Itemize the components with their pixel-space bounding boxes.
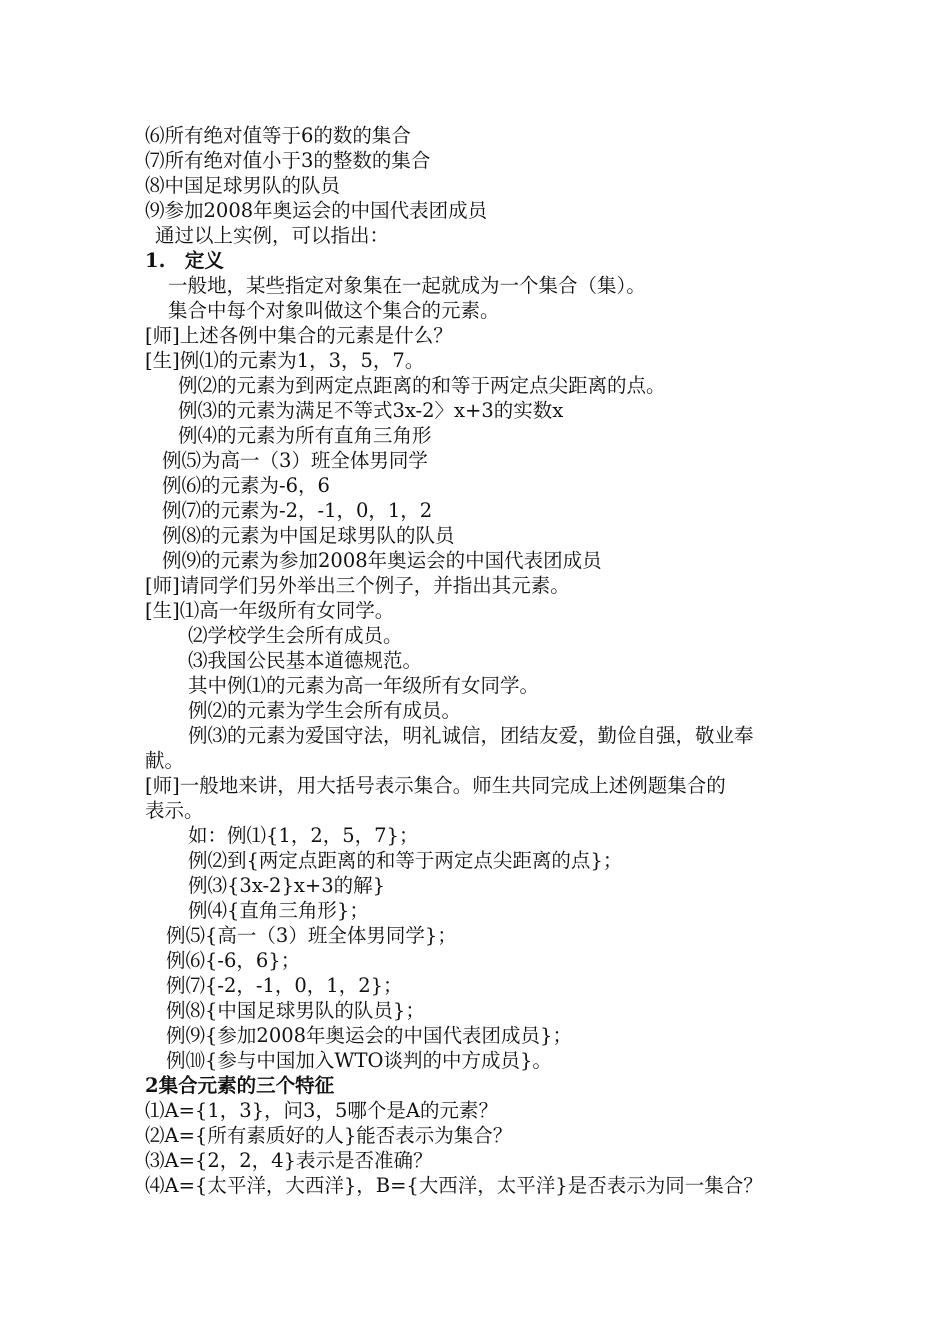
text-line: 例⑷的元素为所有直角三角形	[178, 424, 432, 447]
text-line: 例⑻的元素为中国足球男队的队员	[162, 524, 455, 547]
section-heading: 1. 定义	[145, 249, 224, 272]
text-line: 例⑸{高一（3）班全体男同学}；	[166, 924, 457, 947]
text-line: ⑺所有绝对值小于3的整数的集合	[145, 149, 431, 172]
text-line: 例⑵的元素为到两定点距离的和等于两定点尖距离的点。	[178, 374, 666, 397]
text-line: 例⑽{参与中国加入WTO谈判的中方成员}。	[166, 1049, 552, 1072]
text-line: [师]请同学们另外举出三个例子，并指出其元素。	[145, 574, 570, 597]
text-line: 例⑵的元素为学生会所有成员。	[188, 699, 462, 722]
text-line: 例⑺的元素为-2，-1，0，1，2	[162, 499, 433, 522]
text-line: ⑴A={1，3}，问3，5哪个是A的元素？	[145, 1099, 498, 1122]
text-line: ⑼参加2008年奥运会的中国代表团成员	[145, 199, 488, 222]
text-line: ⑶A={2，2，4}表示是否准确？	[145, 1149, 433, 1172]
text-line: [师]上述各例中集合的元素是什么？	[145, 324, 453, 347]
text-line: ⑹所有绝对值等于6的数的集合	[145, 124, 411, 147]
text-line: 一般地，某些指定对象集在一起就成为一个集合（集）。	[168, 274, 646, 297]
text-line: 例⑶的元素为爱国守法，明礼诚信，团结友爱，勤俭自强，敬业奉	[188, 724, 754, 747]
text-line: ⑶我国公民基本道德规范。	[188, 649, 423, 672]
text-line: 例⑼{参加2008年奥运会的中国代表团成员}；	[166, 1024, 572, 1047]
text-line: 例⑶{3x-2}x+3的解}	[188, 874, 386, 897]
text-line: 如：例⑴{1，2，5，7}；	[188, 824, 419, 847]
text-line: 例⑹{-6，6}；	[166, 949, 301, 972]
text-line: [生]⑴高一年级所有女同学。	[145, 599, 395, 622]
text-line: 表示。	[145, 799, 204, 822]
text-line: ⑻中国足球男队的队员	[145, 174, 341, 197]
text-line: ⑵A={所有素质好的人}能否表示为集合？	[145, 1124, 513, 1147]
text-line: 例⑷{直角三角形}；	[188, 899, 369, 922]
text-line: [生]例⑴的元素为1，3，5，7。	[145, 349, 425, 372]
text-line: 例⑸为高一（3）班全体男同学	[162, 449, 428, 472]
text-line: 通过以上实例，可以指出：	[155, 224, 390, 247]
text-line: 例⑶的元素为满足不等式3x-2〉x+3的实数x	[178, 399, 564, 422]
text-line: 例⑹的元素为-6，6	[162, 474, 330, 497]
text-line: 例⑺{-2，-1，0，1，2}；	[166, 974, 403, 997]
text-line: ⑷A={太平洋，大西洋}，B={大西洋，太平洋}是否表示为同一集合？	[145, 1174, 763, 1197]
text-line: 其中例⑴的元素为高一年级所有女同学。	[188, 674, 540, 697]
text-line: 例⑵到{两定点距离的和等于两定点尖距离的点}；	[188, 849, 623, 872]
text-line: 献。	[145, 749, 185, 772]
text-line: 集合中每个对象叫做这个集合的元素。	[168, 299, 500, 322]
text-line: 例⑻{中国足球男队的队员}；	[166, 999, 425, 1022]
text-line: 例⑼的元素为参加2008年奥运会的中国代表团成员	[162, 549, 602, 572]
section-heading: 2集合元素的三个特征	[145, 1074, 335, 1097]
text-line: [师]一般地来讲，用大括号表示集合。师生共同完成上述例题集合的	[145, 774, 726, 797]
text-line: ⑵学校学生会所有成员。	[188, 624, 403, 647]
